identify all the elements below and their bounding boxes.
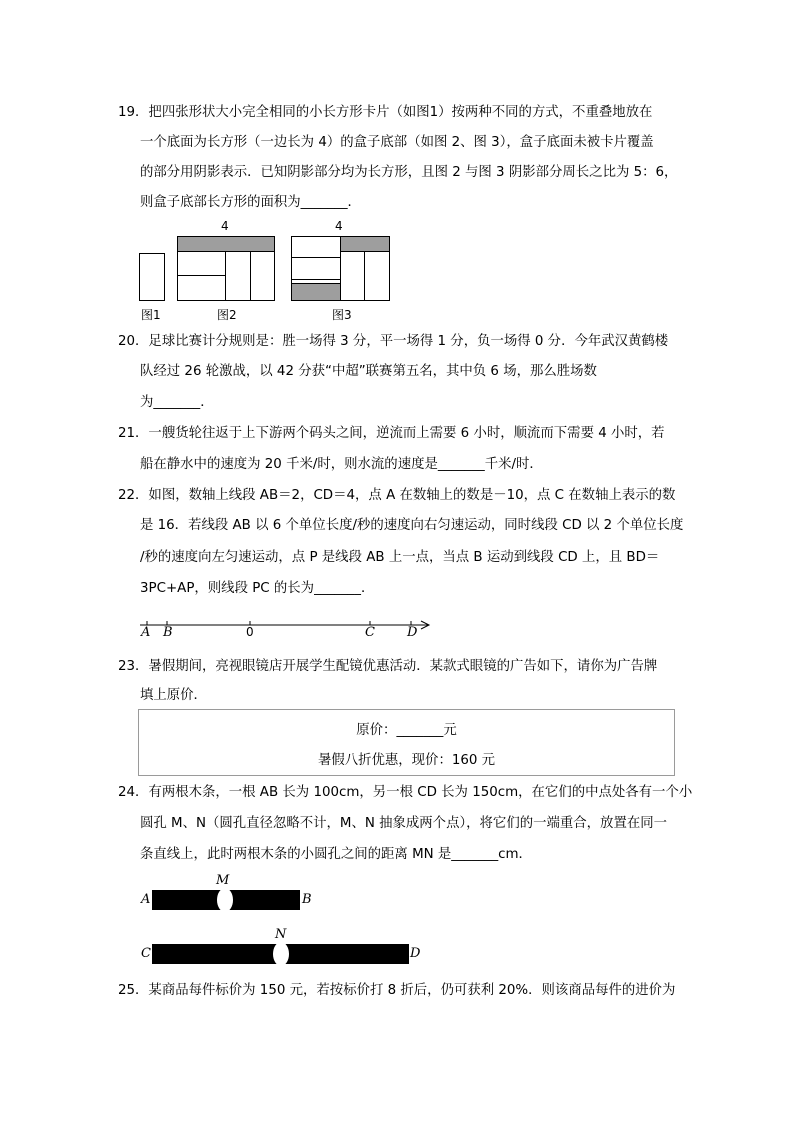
fig1-card bbox=[139, 253, 165, 301]
fig3-card bbox=[364, 251, 390, 301]
fig3-label: 图3 bbox=[332, 308, 352, 322]
q24-line-3: 条直线上，此时两根木条的小圆孔之间的距离 MN 是_______cm． bbox=[140, 847, 532, 862]
fig2-card bbox=[177, 275, 226, 301]
point-a-label: A bbox=[141, 892, 151, 907]
fig1-label: 图1 bbox=[141, 308, 161, 322]
point-c-label: C bbox=[141, 946, 151, 961]
hole-n-label: N bbox=[275, 927, 287, 942]
fig2-card bbox=[250, 251, 275, 301]
q23-line-2: 填上原价． bbox=[140, 688, 207, 703]
ad-board bbox=[138, 709, 675, 776]
q24-line-2: 圆孔 M、N（圆孔直径忽略不计，M、N 抽象成两个点），将它们的一端重合，放置在同一 bbox=[140, 816, 668, 831]
point-b-label: B bbox=[302, 892, 312, 907]
q22-line-4: 3PC+AP，则线段 PC 的长为_______． bbox=[140, 581, 375, 596]
fig3-shaded-area bbox=[340, 236, 390, 252]
fig2-label: 图2 bbox=[217, 308, 237, 322]
fig2-shaded-area bbox=[177, 236, 275, 252]
hole-m bbox=[217, 888, 233, 912]
hole-n bbox=[273, 942, 289, 966]
fig3-shaded-area bbox=[291, 283, 341, 301]
q20-line-1: 20．足球比赛计分规则是：胜一场得 3 分，平一场得 1 分，负一场得 0 分．今年武汉黄鹤楼 bbox=[118, 334, 669, 349]
hole-m-label: M bbox=[216, 873, 230, 888]
q22-line-2: 是 16．若线段 AB 以 6 个单位长度/秒的速度向右匀速运动，同时线段 CD 以 2 个单位长度 bbox=[140, 518, 684, 533]
ad-discount-price: 暑假八折优惠，现价：160 元 bbox=[317, 753, 496, 768]
q22-line-1: 22．如图，数轴上线段 AB＝2，CD＝4，点 A 在数轴上的数是－10，点 C 在数轴上表示的数 bbox=[118, 488, 676, 503]
point-a-label: A bbox=[141, 625, 151, 640]
point-d-label: D bbox=[407, 625, 418, 640]
q19-line-2: 一个底面为长方形（一边长为 4）的盒子底部（如图 2、图 3），盒子底面未被卡片覆盖 bbox=[140, 135, 654, 150]
q20-line-2: 队经过 26 轮激战，以 42 分获“中超”联赛第五名，其中负 6 场，那么胜场数 bbox=[140, 364, 597, 379]
q24-line-1: 24．有两根木条，一根 AB 长为 100cm，另一根 CD 长为 150cm，在它们的中点处各有一个小 bbox=[118, 785, 693, 800]
fig2-card bbox=[225, 251, 251, 301]
fig3-card bbox=[291, 257, 341, 280]
fig3-card bbox=[291, 236, 341, 258]
q19-line-4: 则盒子底部长方形的面积为_______． bbox=[140, 195, 361, 210]
fig2-card bbox=[177, 251, 226, 276]
point-d-label: D bbox=[410, 946, 421, 961]
number-line-figure bbox=[138, 612, 438, 642]
point-c-label: C bbox=[365, 625, 375, 640]
point-b-label: B bbox=[163, 625, 173, 640]
number-line bbox=[138, 612, 438, 642]
q25-line-1: 25．某商品每件标价为 150 元，若按标价打 8 折后，仍可获利 20%．则该商品每件的进价为 bbox=[118, 983, 676, 998]
origin-label: 0 bbox=[246, 625, 254, 639]
q21-line-2: 船在静水中的速度为 20 千米/时，则水流的速度是_______千米/时． bbox=[140, 457, 543, 472]
q22-line-3: /秒的速度向左匀速运动，点 P 是线段 AB 上一点，当点 B 运动到线段 CD 上，且 BD＝ bbox=[140, 550, 660, 565]
q19-line-3: 的部分用阴影表示．已知阴影部分均为长方形，且图 2 与图 3 阴影部分周长之比为 5：6， bbox=[140, 165, 678, 180]
fig2-dimension: 4 bbox=[221, 219, 229, 233]
fig3-card bbox=[340, 251, 365, 301]
q23-line-1: 23．暑假期间，亮视眼镜店开展学生配镜优惠活动．某款式眼镜的广告如下，请你为广告牌 bbox=[118, 659, 658, 674]
q20-line-3: 为_______． bbox=[140, 395, 214, 410]
ad-original-price: 原价：_______元 bbox=[356, 723, 457, 738]
q21-line-1: 21．一艘货轮往返于上下游两个码头之间，逆流而上需要 6 小时，顺流而下需要 4 小时，若 bbox=[118, 426, 665, 441]
fig3-dimension: 4 bbox=[335, 219, 343, 233]
q19-line-1: 19．把四张形状大小完全相同的小长方形卡片（如图1）按两种不同的方式，不重叠地放在 bbox=[118, 105, 653, 120]
